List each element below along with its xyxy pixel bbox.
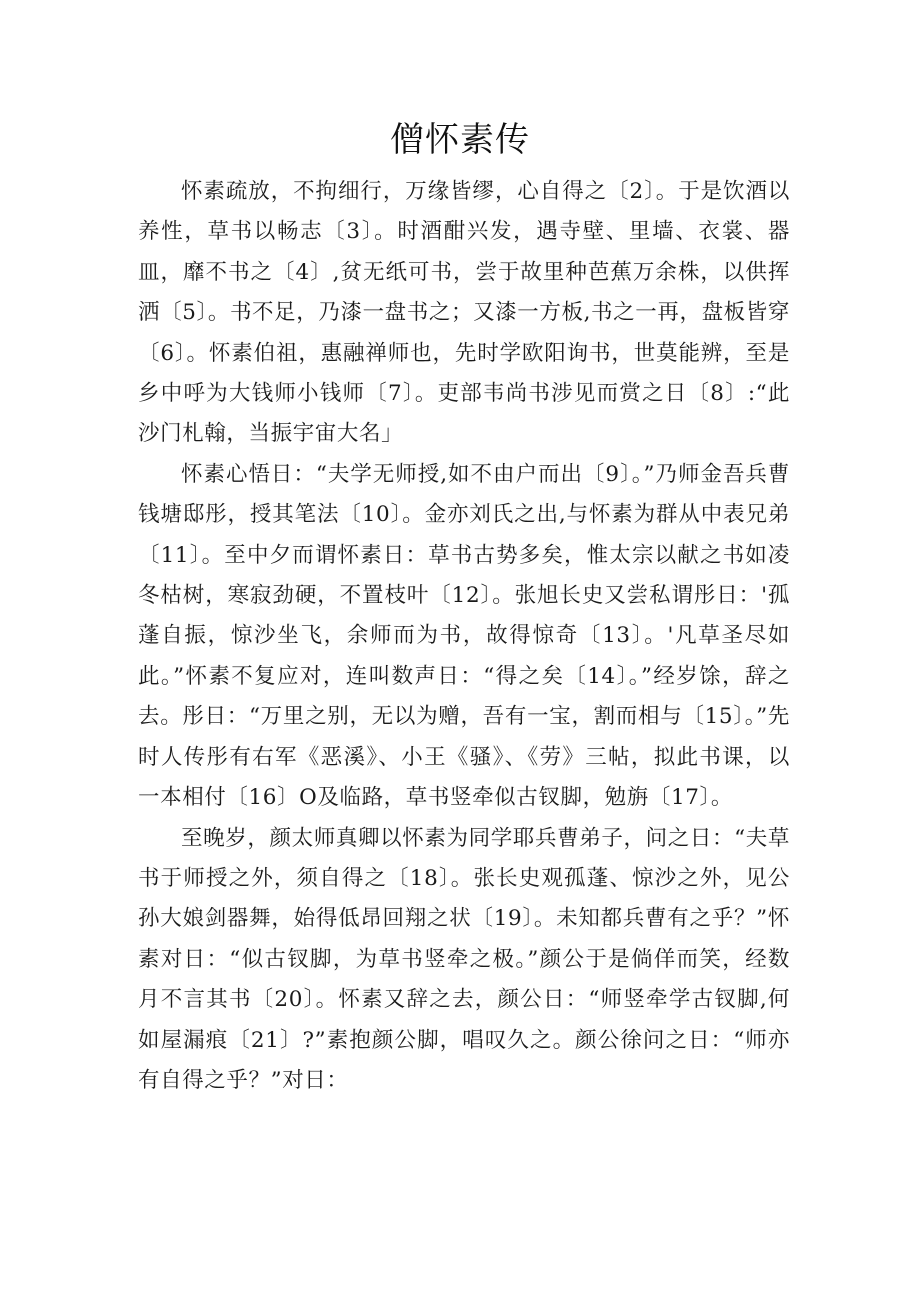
- document-body: [138, 172, 790, 1101]
- paragraph-3: 至晚岁，颜太师真卿以怀素为同学耶兵曹弟子，问之日：“夫草书于师授之外，须自得之〔18〕。张长史观孤蓬、惊沙之外，见公孙大娘剑器舞，始得低昂回翔之状〔19〕。未知都兵曹有之乎？”怀素对日：“似古钗脚，为草书竖牵之极。”颜公于是倘佯而笑，经数月不言其书〔20〕。怀素又辞之去，颜公日：“师竖牵学古钗脚,何如屋漏痕〔21〕?”素抱颜公脚，唱叹久之。颜公徐问之日：“师亦有自得之乎？”对日：: [138, 825, 790, 1093]
- paragraph-2: 怀素心悟日：“夫学无师授,如不由户而出〔9〕。”乃师金吾兵曹钱塘邸彤，授其笔法〔10〕。金亦刘氏之出,与怀素为群从中表兄弟〔11〕。至中夕而谓怀素日：草书古势多矣，惟太宗以献之书如凌冬枯树，寒寂劲硬，不置枝叶〔12〕。张旭长史又尝私谓彤日：'孤蓬自振，惊沙坐飞，余师而为书，故得惊奇〔13〕。'凡草圣尽如此。”怀素不复应对，连叫数声日：“得之矣〔14〕。”经岁馀，辞之去。彤日：“万里之别，无以为赠，吾有一宝，割而相与〔15〕。”先时人传彤有右军《恶溪》、小王《骚》、《劳》三帖，拟此书课，以一本相付〔16〕O及临路，草书竖牵似古钗脚，勉旃〔17〕。: [138, 461, 790, 811]
- paragraph-1: 怀素疏放，不拘细行，万缘皆缪，心自得之〔2〕。于是饮酒以养性，草书以畅志〔3〕。时酒酣兴发，遇寺壁、里墙、衣裳、器皿，靡不书之〔4〕,贫无纸可书，尝于故里种芭蕉万余株，以供挥洒〔5〕。书不足，乃漆一盘书之；又漆一方板,书之一再，盘板皆穿〔6〕。怀素伯祖，惠融禅师也，先时学欧阳询书，世莫能辨，至是乡中呼为大钱师小钱师〔7〕。吏部韦尚书涉见而赏之日〔8〕:“此沙门札翰，当振宇宙大名」: [138, 179, 790, 447]
- document-title: 僧怀素传: [390, 120, 530, 160]
